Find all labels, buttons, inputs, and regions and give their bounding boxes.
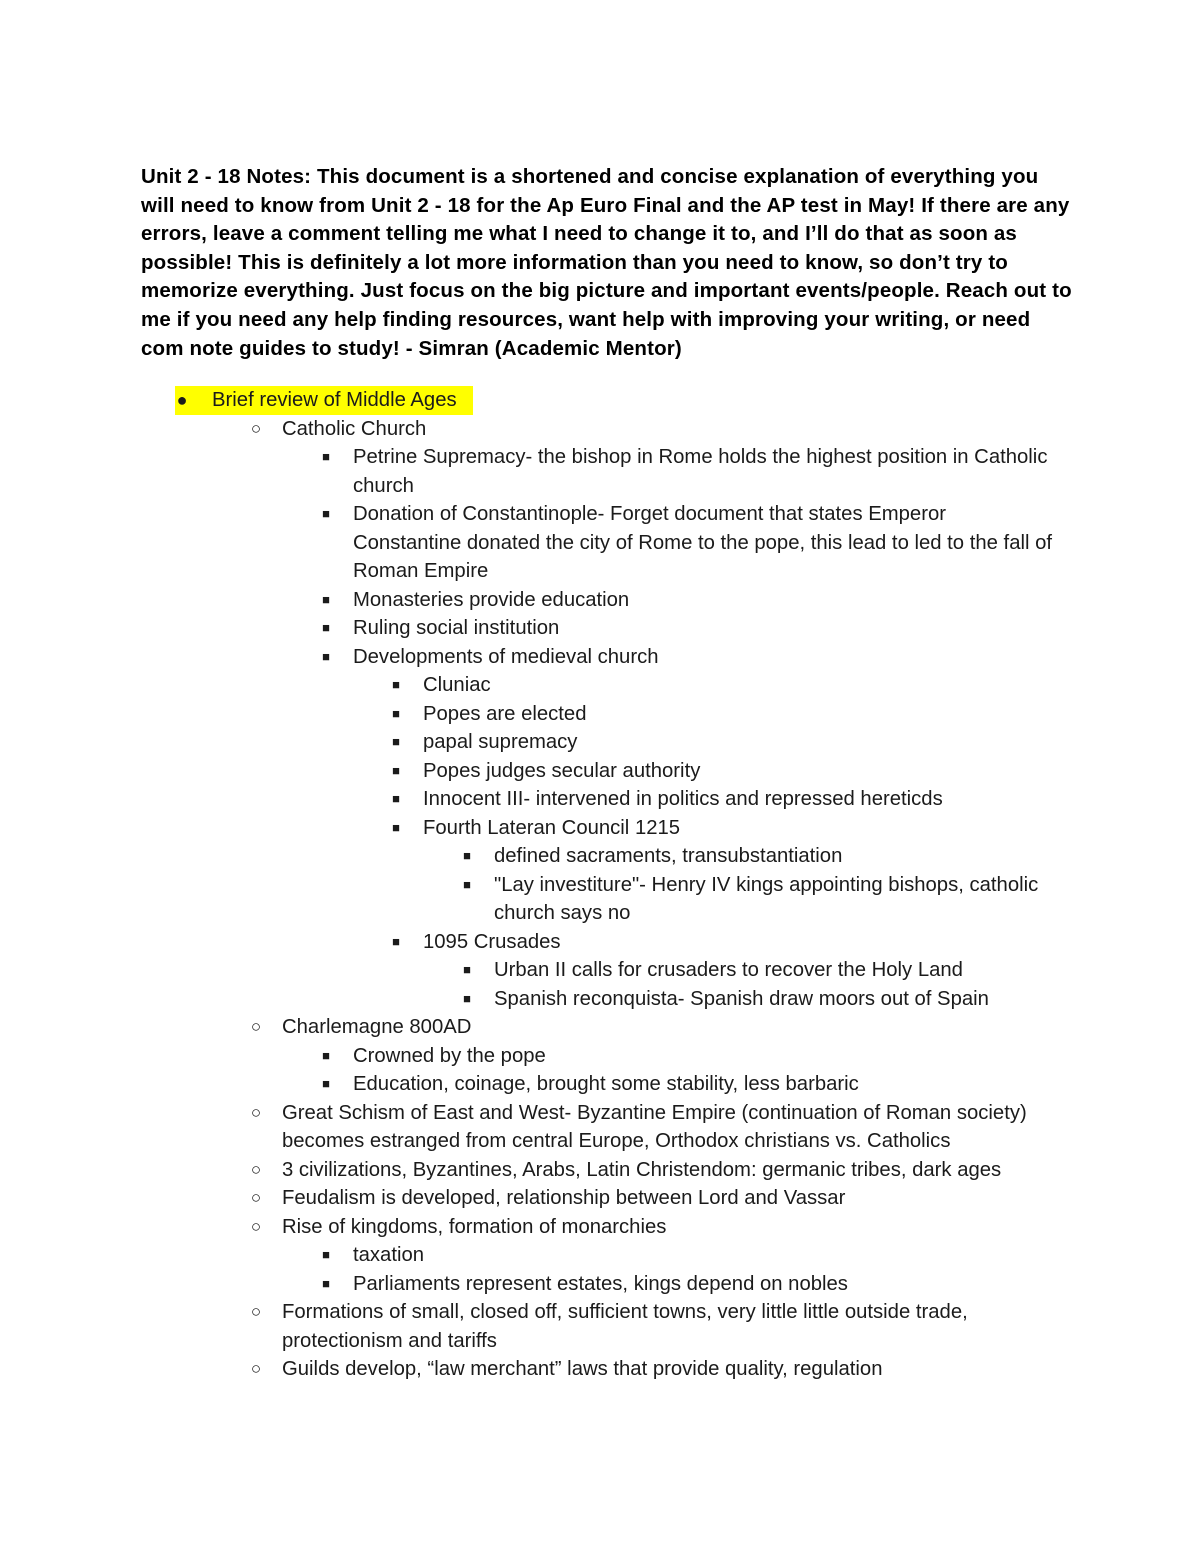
outline-item-text: taxation [353, 1244, 425, 1266]
outline-item-text: Petrine Supremacy- the bishop in Rome holds the highest position in Catholic church [353, 446, 1048, 497]
square-bullet-icon: ■ [463, 990, 471, 1006]
filled-bullet-icon: ● [176, 390, 188, 410]
outline-item-level-4 [0, 785, 1200, 814]
outline-item-text: Monasteries provide education [353, 588, 630, 611]
intro-paragraph: Unit 2 - 18 Notes: This document is a shortened and concise explanation of everything you will need to know from Unit 2 - 18 for the Ap Euro Final and the AP test in May! If there are any errors, leave a comment telling me what I need to change it to, and I’ll do that as soon as possible! This is definitely a lot more information than you need to know, so don’t try to memorize everything. Just focus on the big picture and important events/people. Reach out to me if you need any help finding resources, want help with improving your writing, or need com note guides to study! - Simran (Academic Mentor) [141, 165, 1072, 360]
square-bullet-icon: ■ [322, 1275, 330, 1291]
outline-item-level-3 [0, 643, 1200, 672]
square-bullet-icon: ■ [392, 762, 400, 778]
outline-item-level-2 [0, 1355, 1200, 1384]
square-bullet-icon: ■ [322, 449, 330, 464]
square-bullet-icon: ■ [322, 506, 330, 521]
outline-item-level-3 [0, 1270, 1200, 1299]
outline-item-text: Charlemagne 800AD [282, 1016, 472, 1038]
outline-item-text: papal supremacy [423, 731, 578, 753]
outline-item-text: Spanish reconquista- Spanish draw moors out of Spain [494, 987, 989, 1010]
outline-item-level-2 [0, 1156, 1200, 1185]
outline-item-text: Education, coinage, brought some stability, less barbaric [353, 1073, 859, 1095]
square-bullet-icon: ■ [392, 819, 400, 835]
hollow-bullet-icon: ○ [250, 418, 262, 438]
outline-item-level-2 [0, 1099, 1200, 1156]
square-bullet-icon: ■ [392, 705, 400, 721]
outline-item-level-2 [0, 1213, 1200, 1242]
outline-item-level-3 [0, 1241, 1200, 1270]
hollow-bullet-icon: ○ [250, 1017, 262, 1036]
outline-item-text: Feudalism is developed, relationship between Lord and Vassar [282, 1187, 846, 1209]
square-bullet-icon: ■ [463, 848, 471, 863]
outline-item-text: Innocent III- intervened in politics and repressed hereticds [423, 788, 943, 810]
outline-item-text: Rise of kingdoms, formation of monarchies [282, 1215, 667, 1238]
outline-item-level-2 [0, 1298, 1200, 1355]
hollow-bullet-icon: ○ [250, 1216, 262, 1236]
outline-item-text: "Lay investiture"- Henry IV kings appointing bishops, catholic church says no [494, 873, 1039, 924]
square-bullet-icon: ■ [392, 734, 400, 749]
outline-item-level-4 [0, 700, 1200, 729]
outline-item-level-4 [0, 671, 1200, 700]
outline-item-level-3 [0, 614, 1200, 643]
outline-item-text: Fourth Lateran Council 1215 [423, 816, 681, 839]
outline-item-text: defined sacraments, transubstantiation [494, 845, 843, 867]
outline-item-text: Donation of Constantinople- Forget document that states Emperor Constantine donated the city of Rome to the pope, this lead to led to the fall of Roman Empire [353, 503, 1053, 582]
square-bullet-icon: ■ [322, 1247, 330, 1262]
square-bullet-icon: ■ [322, 1047, 330, 1063]
outline-item-text: 1095 Crusades [423, 930, 561, 953]
outline-item-level-3 [0, 586, 1200, 615]
outline-item-text: Crowned by the pope [353, 1044, 546, 1067]
outline-item-level-5 [0, 871, 1200, 928]
hollow-bullet-icon: ○ [250, 1188, 262, 1207]
square-bullet-icon: ■ [463, 962, 471, 977]
outline-item-level-4 [0, 928, 1200, 957]
square-bullet-icon: ■ [322, 648, 330, 664]
notes-outline [0, 386, 1200, 1384]
outline-item-level-5 [0, 956, 1200, 985]
outline-item-level-5 [0, 985, 1200, 1014]
square-bullet-icon: ■ [322, 1076, 330, 1091]
outline-item-text: Formations of small, closed off, sufficient towns, very little little outside trade, protectionism and tariffs [282, 1301, 968, 1352]
outline-item-text: Ruling social institution [353, 617, 560, 639]
square-bullet-icon: ■ [392, 933, 400, 949]
outline-item-level-3 [0, 443, 1200, 500]
hollow-bullet-icon: ○ [250, 1102, 262, 1122]
square-bullet-icon: ■ [322, 620, 330, 635]
hollow-bullet-icon: ○ [250, 1359, 262, 1378]
outline-item-text: 3 civilizations, Byzantines, Arabs, Latin Christendom: germanic tribes, dark ages [282, 1158, 1002, 1181]
outline-item-text: Guilds develop, “law merchant” laws that provide quality, regulation [282, 1358, 883, 1380]
outline-item-text: Popes are elected [423, 702, 587, 725]
outline-item-text: Brief review of Middle Ages [212, 389, 457, 411]
outline-item-text: Catholic Church [282, 417, 427, 440]
outline-item-text: Urban II calls for crusaders to recover the Holy Land [494, 959, 963, 981]
outline-item-level-1 [0, 386, 1200, 415]
hollow-bullet-icon: ○ [250, 1302, 262, 1321]
outline-item-level-3 [0, 1070, 1200, 1099]
outline-item-text: Developments of medieval church [353, 645, 659, 668]
square-bullet-icon: ■ [322, 591, 330, 607]
outline-item-text: Popes judges secular authority [423, 759, 701, 782]
square-bullet-icon: ■ [392, 677, 400, 692]
square-bullet-icon: ■ [463, 876, 471, 892]
outline-item-level-2 [0, 415, 1200, 444]
outline-item-level-5 [0, 842, 1200, 871]
outline-item-level-3 [0, 500, 1200, 586]
outline-item-level-4 [0, 728, 1200, 757]
outline-item-level-4 [0, 814, 1200, 843]
outline-item-text: Great Schism of East and West- Byzantine Empire (continuation of Roman society) becomes estranged from central Europe, Orthodox christians vs. Catholics [282, 1101, 1027, 1152]
hollow-bullet-icon: ○ [250, 1159, 262, 1179]
outline-item-level-3 [0, 1042, 1200, 1071]
outline-item-level-2 [0, 1013, 1200, 1042]
square-bullet-icon: ■ [392, 791, 400, 806]
outline-item-text: Cluniac [423, 674, 491, 696]
outline-item-level-2 [0, 1184, 1200, 1213]
outline-item-level-4 [0, 757, 1200, 786]
outline-item-text: Parliaments represent estates, kings depend on nobles [353, 1272, 848, 1295]
